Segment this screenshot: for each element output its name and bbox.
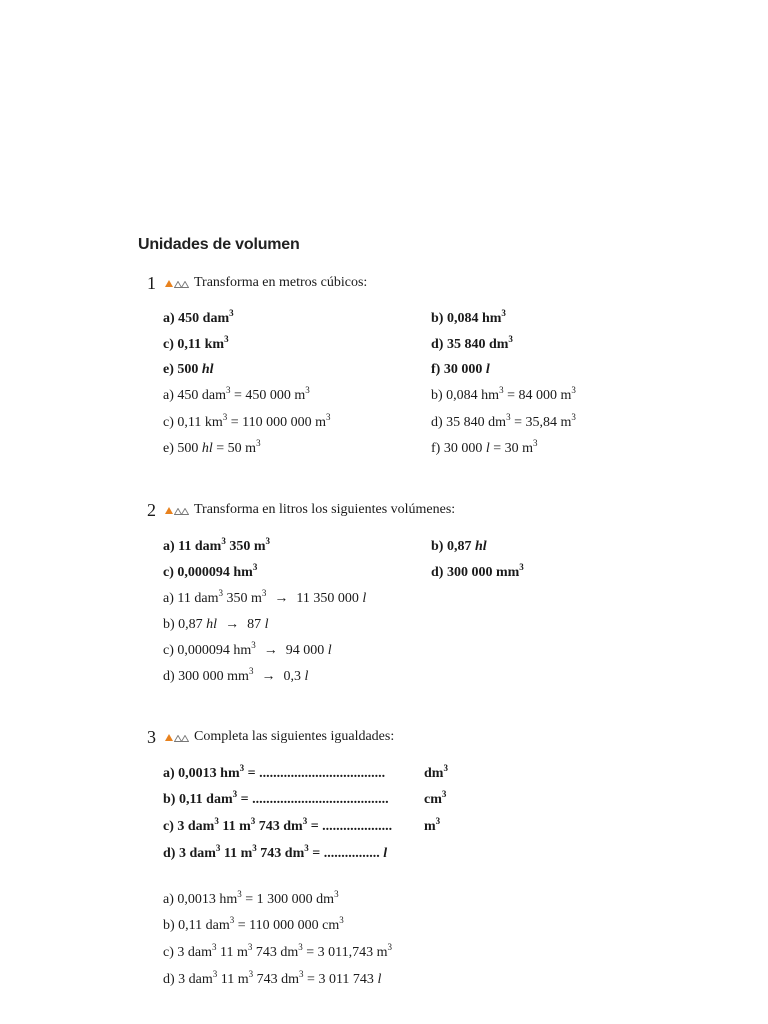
filled-triangle-icon: [165, 280, 173, 287]
solution-3a: a) 0,0013 $hm^3 = 1$ 300 000 $dm^3$: [163, 889, 339, 907]
solution-3d: d) 3 dam$^3$ 11 $m^3$ 743 $dm^3 = 3$ 011 743 l: [163, 969, 382, 987]
question-1f: f) 30 000 l: [431, 362, 490, 377]
question-1b: b) 0,084 $hm^3$: [431, 308, 506, 326]
question-1a: a) 450 dam$^3$: [163, 308, 234, 326]
question-2a: a) 11 dam$^3$ 350 $m^3$: [163, 536, 271, 554]
solution-1a: a) 450 dam$^3$ = 450 000 $m^3$: [163, 385, 310, 403]
solution-1e: e) 500 hl = 50 $m^3$: [163, 438, 261, 456]
exercise-title: Transforma en metros cúbicos:: [194, 275, 368, 290]
question-3c: c) 3 dam$^3$ 11 $m^3$ 743 $dm^3$ = ....................: [163, 816, 393, 834]
solution-2a: a) 11 dam$^3$ 350 $m^3 \to 11$ 350 000 l: [163, 588, 367, 606]
outline-triangle-icon: [174, 508, 180, 514]
question-1c: c) 0,11 $km^3$: [163, 334, 229, 352]
solution-2b: b) 0,87 hl → 87 l: [163, 617, 269, 632]
question-1e: e) 500 hl: [163, 362, 214, 377]
question-3b-unit: $cm^3$: [424, 789, 447, 807]
arrow-right-icon: →: [274, 591, 289, 606]
question-3a: a) 0,0013 $hm^3$ = ....................................: [163, 763, 386, 781]
solution-2d: d) 300 000 $mm^3 \to 0,3$ l: [163, 666, 309, 684]
outline-triangle-icon: [174, 735, 180, 741]
solution-1c: c) 0,11 $km^3 = 110$ 000 000 $m^3$: [163, 412, 331, 430]
outline-triangle-icon: [181, 281, 187, 287]
exercise-title: Completa las siguientes igualdades:: [194, 729, 395, 744]
exercise-number: 2: [147, 499, 156, 520]
filled-triangle-icon: [165, 734, 173, 741]
exercise-2-header: [147, 500, 455, 520]
question-2c: c) 0,000094 $hm^3$: [163, 562, 258, 580]
solution-3b: b) 0,11 dam$^3$ = 110 000 000 $cm^3$: [163, 915, 344, 933]
question-3d: d) 3 dam$^3$ 11 $m^3$ 743 $dm^3$ = ................ l: [163, 843, 388, 861]
exercise-title: Transforma en litros los siguientes volúmenes:: [194, 502, 456, 517]
question-3c-unit: $m^3$: [424, 816, 441, 834]
question-2d: d) 300 000 $mm^3$: [431, 562, 524, 580]
section-title: Unidades de volumen: [138, 236, 300, 253]
arrow-right-icon: →: [263, 643, 278, 658]
solution-2c: c) 0,000094 $hm^3 \to 94$ 000 l: [163, 640, 332, 658]
difficulty-triangles-icon: [165, 507, 188, 514]
solution-1d: d) 35 840 $dm^3 = 35,84$ $m^3$: [431, 412, 576, 430]
solution-1b: b) 0,084 $hm^3 = 84$ 000 $m^3$: [431, 385, 576, 403]
difficulty-triangles-icon: [165, 734, 188, 741]
question-3b: b) 0,11 dam$^3$ = .......................................: [163, 789, 389, 807]
exercise-number: 3: [147, 726, 156, 747]
outline-triangle-icon: [181, 735, 187, 741]
question-3a-unit: $dm^3$: [424, 763, 448, 781]
question-1d: d) 35 840 $dm^3$: [431, 334, 513, 352]
exercise-number: 1: [147, 272, 156, 293]
difficulty-triangles-icon: [165, 280, 188, 287]
arrow-right-icon: →: [225, 617, 240, 632]
question-2b: b) 0,87 hl: [431, 539, 487, 554]
filled-triangle-icon: [165, 507, 173, 514]
solution-3c: c) 3 dam$^3$ 11 $m^3$ 743 $dm^3 = 3$ 011,743 $m^3$: [163, 942, 393, 960]
exercise-3-header: [147, 727, 394, 747]
outline-triangle-icon: [181, 508, 187, 514]
outline-triangle-icon: [174, 281, 180, 287]
arrow-right-icon: →: [261, 669, 276, 684]
exercise-1-header: [147, 273, 367, 293]
solution-1f: f) 30 000 l = 30 $m^3$: [431, 438, 538, 456]
